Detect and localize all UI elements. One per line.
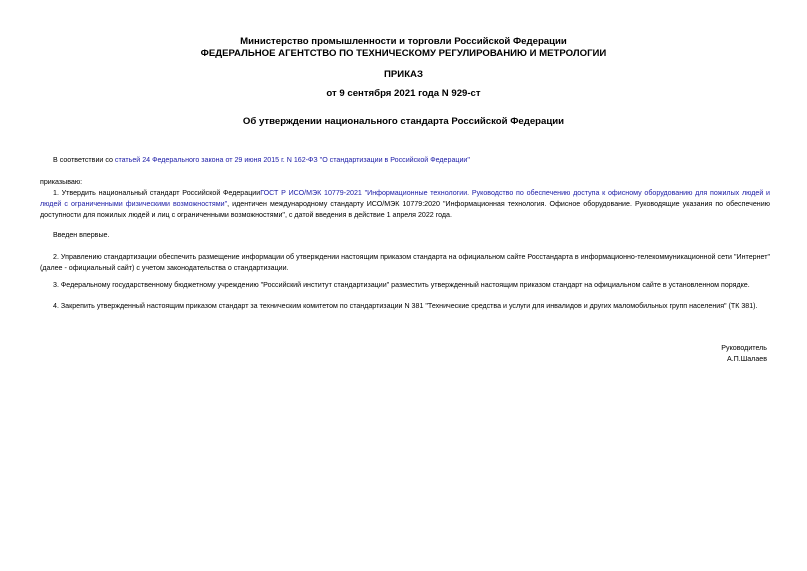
agency-name: ФЕДЕРАЛЬНОЕ АГЕНТСТВО ПО ТЕХНИЧЕСКОМУ РЕГУЛИРОВАНИЮ И МЕТРОЛОГИИ (200, 48, 607, 59)
preamble-text: В соответствии со (53, 156, 115, 164)
signature-position: Руководитель (721, 344, 767, 352)
preamble-paragraph (40, 155, 770, 166)
item-2-paragraph: 2. Управлению стандартизации обеспечить размещение информации об утверждении настоящим приказом стандарта на официальном сайте Росстандарта в информационно-телекоммуникационной сети "Интернет" (далее - официальный сайт) с учетом законодательства о стандартизации. (40, 253, 770, 272)
signature-name: А.П.Шалаев (726, 355, 767, 363)
item-1-text: 1. Утвердить национальный стандарт Российской Федерации (53, 189, 261, 197)
document-title: Об утверждении национального стандарта Российской Федерации (242, 116, 565, 127)
document-date-number: от 9 сентября 2021 года N 929-ст (326, 88, 481, 99)
introduced-note: Введен впервые. (53, 231, 110, 239)
order-word: приказываю: (40, 178, 83, 186)
item-4-paragraph: 4. Закрепить утвержденный настоящим приказом стандарт за техническим комитетом по стандартизации N 381 "Технические средства и услуги для инвалидов и других маломобильных групп населения" (ТК 381). (53, 302, 758, 310)
federal-law-link[interactable]: статьей 24 Федерального закона от 29 июня 2015 г. N 162-ФЗ "О стандартизации в Российской Федерации" (114, 156, 470, 164)
item-1-paragraph (40, 188, 770, 221)
item-3-paragraph: 3. Федеральному государственному бюджетному учреждению "Российский институт стандартизации" разместить утвержденный настоящим приказом стандарт на официальном сайте в установленном порядке. (53, 281, 750, 289)
ministry-name: Министерство промышленности и торговли Российской Федерации (240, 36, 567, 47)
document-type: ПРИКАЗ (384, 69, 423, 80)
gost-standard-link[interactable]: ГОСТ Р ИСО/МЭК 10779-2021 "Информационные технологии. Руководство по обеспечению доступа к офисному оборудованию для пожилых людей и людей с ограниченными физическими возможностями" (40, 189, 770, 208)
item-1-suffix: , идентичен международному стандарту ИСО/МЭК 10779:2020 "Информационная технология. Офисное оборудование. Руководящие указания по обеспечению доступности для пожилых людей и лиц с ограниченными возможностями", с датой введения в действие 1 апреля 2022 года. (40, 200, 770, 219)
